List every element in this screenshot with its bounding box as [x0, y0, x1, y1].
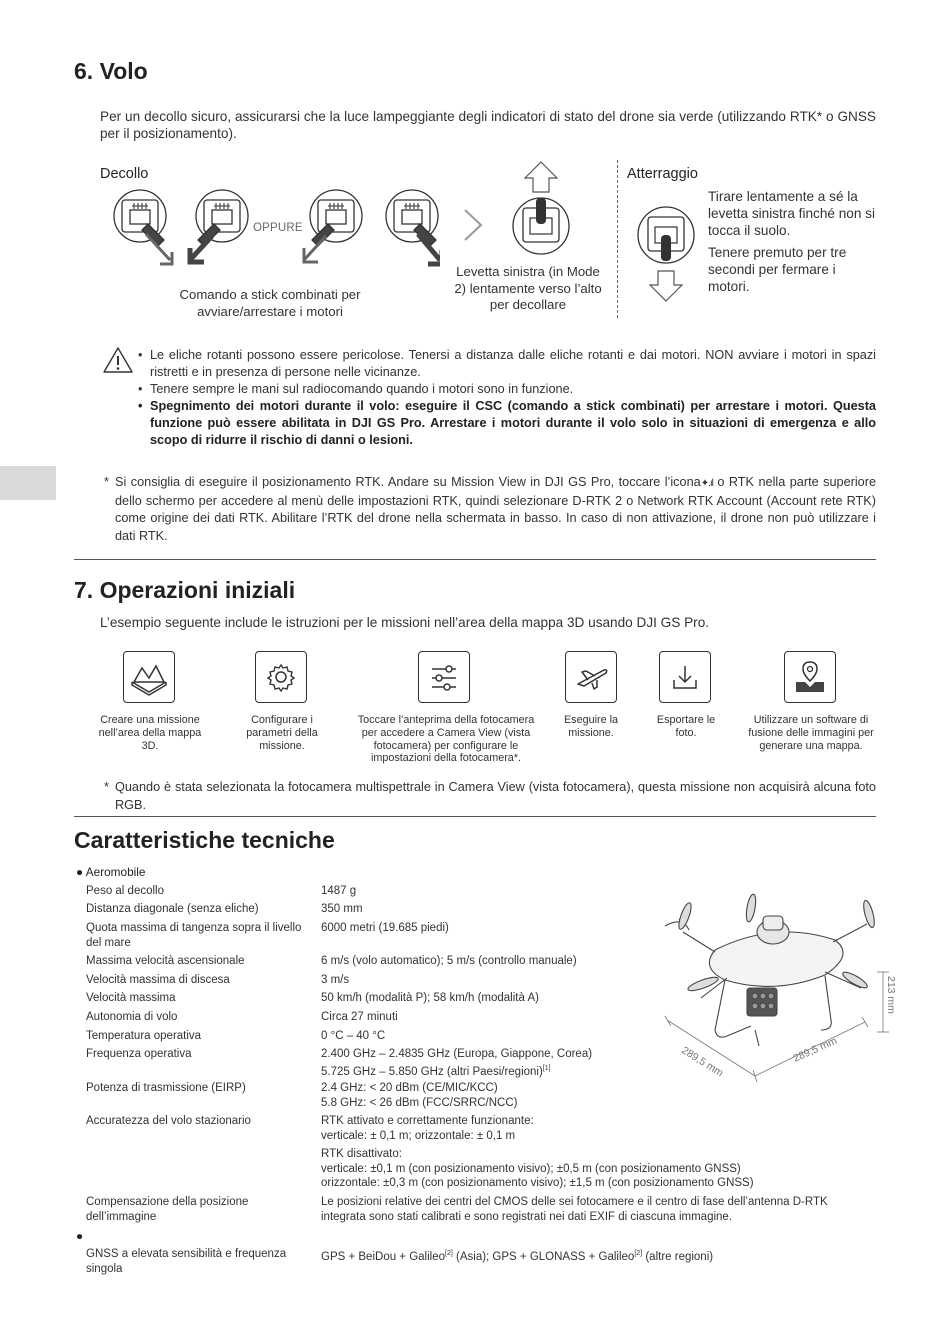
spec-group-aircraft: ● Aeromobile: [76, 865, 146, 879]
spec-value: 3 m/s: [321, 974, 350, 986]
airplane-icon: [565, 651, 617, 703]
operazioni-intro: L’esempio seguente include le istruzioni per le missioni nell’area della mappa 3D usando DJI GS Pro.: [100, 615, 710, 630]
spec-key: Frequenza operativa: [86, 1048, 192, 1060]
spec-value: 6000 metri (19.685 piedi): [321, 922, 449, 934]
warning-item: • Le eliche rotanti possono essere pericolose. Tenersi a distanza dalle eliche rotanti e dai motori. NON avviare i motori in spazi ristretti e in presenza di persone nelle vicinanze.: [138, 347, 876, 381]
step-caption-3: Toccare l’anteprima della fotocamera per accedere a Camera View (vista fotocamera) per configurare le impostazioni della fotocamera*.: [357, 714, 535, 765]
section-divider: [74, 559, 876, 560]
gnss-a: GPS + BeiDou + Galileo: [321, 1250, 446, 1263]
spec-value: 0 °C – 40 °C: [321, 1030, 386, 1042]
spec-value: RTK disattivato:: [321, 1148, 402, 1160]
volo-intro: Per un decollo sicuro, assicurarsi che la luce lampeggiante degli indicatori di stato del drone sia verde (utilizzando RTK* o GNSS per il posizionamento).: [100, 109, 876, 141]
spec-group-label: Aeromobile: [85, 865, 146, 879]
left-stick-down-diagram: [633, 203, 699, 305]
spec-key: Massima velocità ascensionale: [86, 955, 245, 967]
step-caption-4: Eseguire la missione.: [563, 714, 619, 739]
rtk-footnote-part2: o RTK nella parte superiore dello schermo per accedere al menù delle impostazioni RTK, quindi selezionare D-RTK 2 o Network RTK Account (Account rete RTK) come origine dei dati RTK. Abilitare l’RTK del drone nella schermata in basso. In caso di non attivazione, il drone non può utilizzare i dati RTK.: [115, 475, 877, 543]
landing-label: Atterraggio: [627, 166, 698, 182]
spec-value: Le posizioni relative dei centri del CMOS delle sei fotocamere e il centro di fase dell’antenna D-RTK integrata sono stati calibrati e sono registrati nei dati EXIF di ciascuna immagine.: [321, 1196, 828, 1223]
gnss-b: (Asia); GPS + GLONASS + Galileo: [456, 1250, 635, 1263]
spec-key: Distanza diagonale (senza eliche): [86, 903, 259, 915]
footnote-ref: [2]: [445, 1250, 453, 1257]
sliders-icon: [418, 651, 470, 703]
remote-stick-1-icon: [114, 190, 172, 264]
dim-height-label: 213 mm: [885, 976, 897, 1014]
section-title-volo: 6. Volo: [74, 58, 148, 84]
footnote-ref: [1]: [542, 1065, 551, 1072]
spec-value: RTK attivato e correttamente funzionante:: [321, 1115, 534, 1127]
section-divider: [74, 816, 876, 817]
rtk-signal-icon: ✦.ıl: [700, 478, 713, 489]
section-title-specs: Caratteristiche tecniche: [74, 827, 335, 853]
spec-key: Peso al decollo: [86, 885, 164, 897]
divider-dashed: [617, 160, 618, 318]
spec-key: Compensazione della posizione dell’immagine: [86, 1196, 249, 1223]
spec-key: Autonomia di volo: [86, 1011, 178, 1023]
spec-value: 5.8 GHz: < 26 dBm (FCC/SRRC/NCC): [321, 1097, 518, 1109]
spec-key: Potenza di trasmissione (EIRP): [86, 1082, 246, 1094]
step-caption-2: Configurare i parametri della missione.: [246, 714, 318, 752]
camera-footnote: [104, 779, 876, 814]
map-area-icon: [123, 651, 175, 703]
left-stick-caption: Levetta sinistra (in Mode 2) lentamente verso l’alto per decollare: [454, 264, 602, 312]
spec-key: Quota massima di tangenza sopra il livello del mare: [86, 922, 302, 949]
rtk-footnote: [104, 474, 876, 545]
arrow-up-icon: [525, 162, 557, 192]
csc-caption: Comando a stick combinati per avviare/arrestare i motori: [179, 287, 361, 319]
step-caption-1: Creare una missione nell’area della mappa 3D.: [98, 714, 202, 752]
remote-stick-2-icon: [190, 190, 248, 262]
spec-key: Velocità massima di discesa: [86, 974, 230, 986]
remote-stick-4-icon: [386, 190, 440, 264]
spec-value: 1487 g: [321, 885, 357, 897]
landing-text-1: Tirare lentamente a sé la levetta sinistra finché non si tocca il suolo.: [708, 189, 875, 238]
drone-illustration: [655, 880, 900, 1090]
spec-key: Accuratezza del volo stazionario: [86, 1115, 251, 1127]
gnss-c: (altre regioni): [645, 1250, 714, 1263]
spec-value: 2.400 GHz – 2.4835 GHz (Europa, Giappone, Corea): [321, 1048, 593, 1060]
spec-value: 50 km/h (modalità P); 58 km/h (modalità A): [321, 992, 539, 1004]
arrow-down-icon: [650, 271, 682, 301]
rtk-footnote-part1: Si consiglia di eseguire il posizionamento RTK. Andare su Mission View in DJI GS Pro, toccare l’icona: [115, 475, 701, 489]
spec-key: Velocità massima: [86, 992, 176, 1004]
or-label: OPPURE: [253, 222, 303, 234]
spec-value: 350 mm: [321, 903, 363, 915]
footnote-ref: [2]: [634, 1250, 643, 1257]
spec-value: verticale: ±0,1 m (con posizionamento visivo); ±0,5 m (con posizionamento GNSS): [321, 1163, 741, 1175]
spec-value-line: 5.725 GHz – 5.850 GHz (altri Paesi/regioni): [321, 1065, 543, 1078]
spec-value: verticale: ± 0,1 m; orizzontale: ± 0,1 m: [321, 1130, 516, 1142]
warning-icon: [102, 346, 134, 374]
spec-value: [321, 1247, 713, 1264]
section-title-operazioni: 7. Operazioni iniziali: [74, 577, 296, 603]
spec-value: orizzontale: ±0,3 m (con posizionamento visivo); ±1,5 m (con posizionamento GNSS): [321, 1177, 754, 1189]
step-caption-6: Utilizzare un software di fusione delle immagini per generare una mappa.: [748, 714, 874, 752]
remote-stick-3-icon: [304, 190, 362, 262]
warning-item-bold: • Spegnimento dei motori durante il volo: eseguire il CSC (comando a stick combinati) per arrestare i motori. Questa funzione può essere abilitata in DJI GS Pro. Arrestare i motori durante il volo solo in situazioni di emergenza e allo scopo di ridurre il rischio di danni o lesioni.: [138, 398, 876, 449]
warning-item: • Tenere sempre le mani sul radiocomando quando i motori sono in funzione.: [138, 381, 876, 398]
spec-key: Temperatura operativa: [86, 1030, 202, 1042]
step-caption-5: Esportare le foto.: [656, 714, 716, 739]
dim-depth-label: 289,5 mm: [791, 1034, 839, 1065]
footnote-star: *: [104, 780, 109, 794]
download-icon: [659, 651, 711, 703]
spec-group-bullet: ●: [76, 1229, 84, 1243]
warning-list: [138, 347, 876, 449]
left-stick-up-diagram: [508, 160, 574, 260]
footnote-star: *: [104, 475, 109, 489]
map-pin-icon: [784, 651, 836, 703]
side-tab: [0, 466, 56, 500]
spec-value: 6 m/s (volo automatico); 5 m/s (controllo manuale): [321, 955, 577, 967]
chevron-right-icon: [462, 208, 484, 242]
spec-value: 2.4 GHz: < 20 dBm (CE/MIC/KCC): [321, 1082, 498, 1094]
dim-width-label: 289,5 mm: [679, 1044, 726, 1080]
landing-text-2: Tenere premuto per tre secondi per fermare i motori.: [708, 245, 847, 294]
camera-footnote-text: Quando è stata selezionata la fotocamera multispettrale in Camera View (vista fotocamera), questa missione non acquisirà alcuna foto RGB.: [115, 780, 876, 812]
spec-value: Circa 27 minuti: [321, 1011, 398, 1023]
spec-value: [321, 1062, 551, 1079]
gear-icon: [255, 651, 307, 703]
takeoff-label: Decollo: [100, 166, 149, 182]
spec-key: GNSS a elevata sensibilità e frequenza singola: [86, 1248, 287, 1275]
